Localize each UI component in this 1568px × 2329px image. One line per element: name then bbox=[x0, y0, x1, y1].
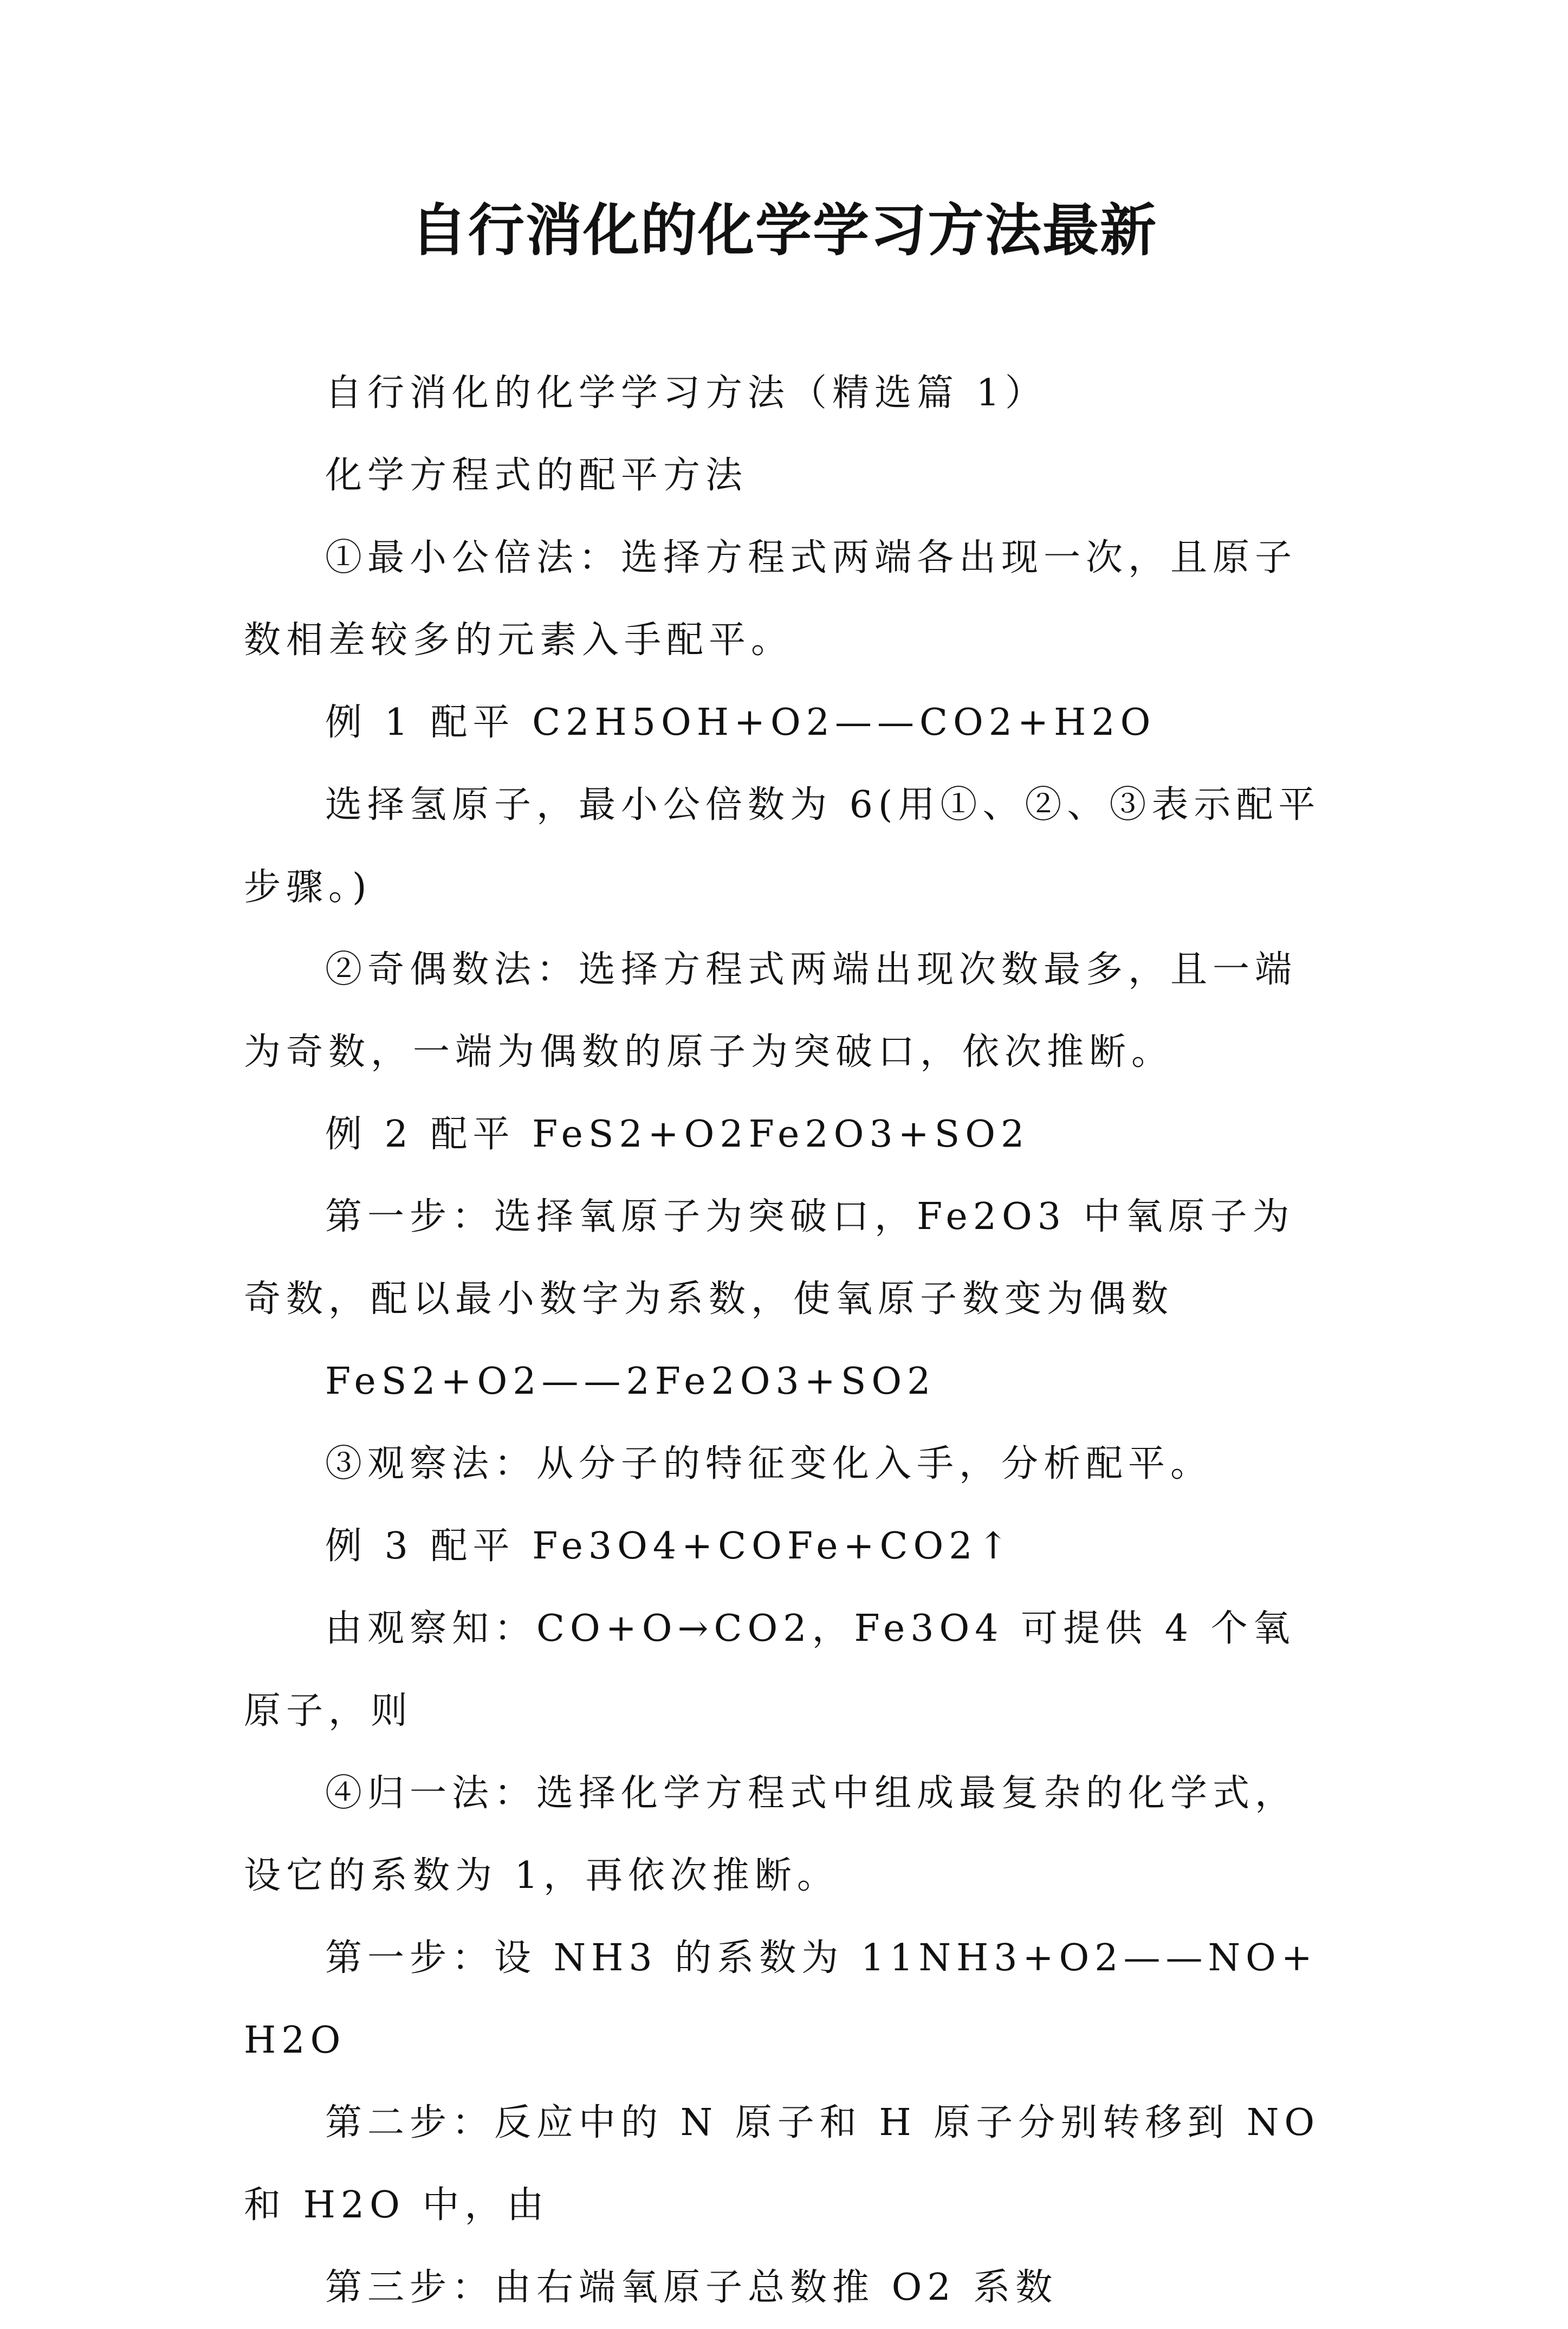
paragraph-16: 第三步：由右端氧原子总数推 O2 系数 bbox=[325, 2266, 1058, 2309]
paragraph-12: 由观察知：CO+O→CO2，Fe3O4 可提供 4 个氧原子，则 bbox=[244, 1607, 1295, 1732]
paragraph-15: 第二步：反应中的 N 原子和 H 原子分别转移到 NO 和 H2O 中，由 bbox=[244, 2101, 1320, 2227]
paragraph-1: 自行消化的化学学习方法（精选篇 1） bbox=[325, 372, 1047, 415]
paragraph-3: ①最小公倍法：选择方程式两端各出现一次，且原子数相差较多的元素入手配平。 bbox=[244, 536, 1298, 662]
document-body bbox=[244, 352, 1333, 2329]
paragraph-6: ②奇偶数法：选择方程式两端出现次数最多，且一端为奇数，一端为偶数的原子为突破口，依次推断。 bbox=[244, 948, 1298, 1073]
paragraph-9: FeS2+O2——2Fe2O3+SO2 bbox=[325, 1360, 936, 1403]
paragraph-10: ③观察法：从分子的特征变化入手，分析配平。 bbox=[325, 1442, 1213, 1485]
paragraph-2: 化学方程式的配平方法 bbox=[325, 454, 748, 497]
paragraph-4: 例 1 配平 C2H5OH+O2——CO2+H2O bbox=[325, 701, 1156, 744]
paragraph-13: ④归一法：选择化学方程式中组成最复杂的化学式，设它的系数为 1，再依次推断。 bbox=[244, 1772, 1298, 1897]
paragraph-8: 第一步：选择氧原子为突破口，Fe2O3 中氧原子为奇数，配以最小数字为系数，使氧原子数变为偶数 bbox=[244, 1195, 1295, 1321]
paragraph-14: 第一步：设 NH3 的系数为 11NH3+O2——NO+H2O bbox=[244, 1937, 1318, 2062]
paragraph-11: 例 3 配平 Fe3O4+COFe+CO2↑ bbox=[325, 1525, 1014, 1568]
document-title: 自行消化的化学学习方法最新 bbox=[410, 197, 1157, 263]
paragraph-7: 例 2 配平 FeS2+O2Fe2O3+SO2 bbox=[325, 1113, 1030, 1156]
paragraph-5: 选择氢原子，最小公倍数为 6(用①、②、③表示配平步骤。) bbox=[244, 784, 1321, 909]
